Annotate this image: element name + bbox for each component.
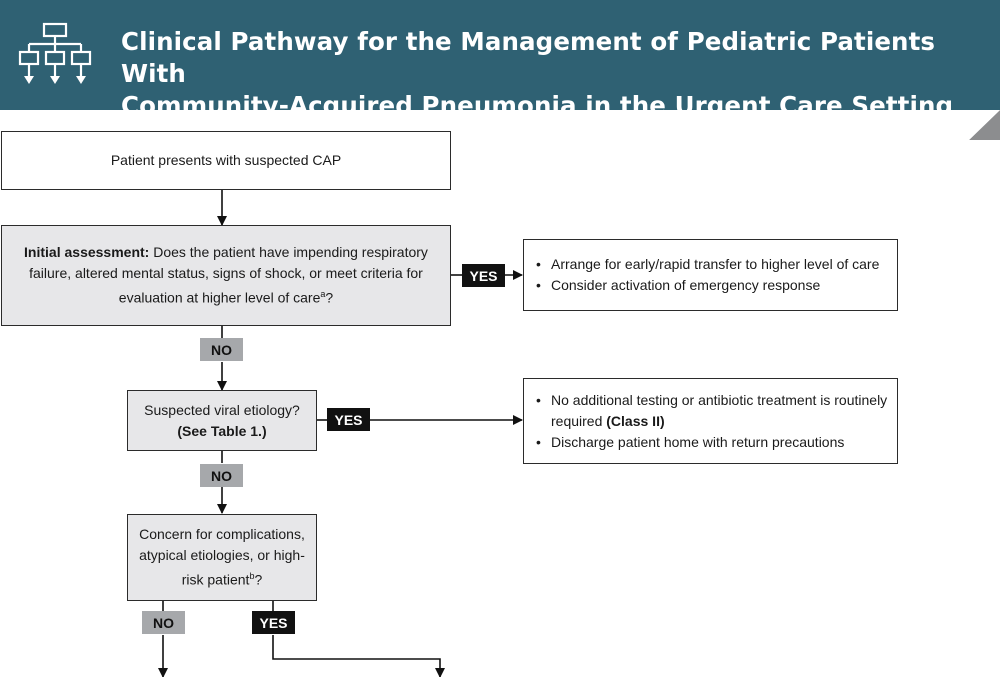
node-complications — [127, 514, 317, 601]
no-testing-item-text: No additional testing or antibiotic treatment is routinely required — [551, 391, 888, 429]
complications-question: Concern for complications, atypical etiologies, or high-risk patient — [139, 526, 305, 588]
complications-text — [136, 524, 308, 591]
node-viral-etiology — [127, 390, 317, 451]
transfer-item: • Arrange for early/rapid transfer to higher level of care — [534, 254, 879, 275]
no-label-initial: NO — [200, 338, 243, 361]
node-patient-presents — [1, 131, 451, 190]
transfer-list — [534, 254, 879, 296]
no-label-viral: NO — [200, 464, 243, 487]
complications-qmark: ? — [254, 571, 263, 588]
node-no-testing — [523, 378, 898, 464]
yes-label-initial: YES — [462, 264, 505, 287]
title-line-2: Community-Acquired Pneumonia in the Urgent Care Setting — [121, 91, 954, 120]
initial-assessment-text — [14, 242, 438, 309]
initial-assessment-question: Does the patient have impending respiratory failure, altered mental status, signs of shock, or meet criteria for evaluation at higher level of care — [29, 244, 428, 306]
node-initial-assessment — [1, 225, 451, 326]
node-transfer — [523, 239, 898, 311]
no-testing-item — [534, 390, 889, 432]
footnote-b: b — [249, 571, 255, 582]
initial-assessment-label: Initial assessment: — [24, 244, 150, 261]
discharge-item: • Discharge patient home with return precautions — [534, 432, 889, 453]
no-label-complications: NO — [142, 611, 185, 634]
node-patient-presents-text: Patient presents with suspected CAP — [110, 152, 342, 168]
initial-assessment-qmark: ? — [325, 289, 334, 306]
title-line-1: Clinical Pathway for the Management of Pediatric Patients With — [121, 27, 936, 88]
no-testing-list — [534, 390, 889, 453]
yes-label-complications: YES — [252, 611, 295, 634]
class-ii-label: (Class II) — [606, 412, 665, 429]
viral-table-ref: (See Table 1.) — [177, 422, 267, 439]
viral-question: Suspected viral etiology? — [144, 401, 300, 418]
footnote-a: a — [320, 289, 326, 300]
arrow-yes-down — [273, 635, 440, 677]
yes-label-viral: YES — [327, 408, 370, 431]
transfer-item: • Consider activation of emergency response — [534, 275, 879, 296]
